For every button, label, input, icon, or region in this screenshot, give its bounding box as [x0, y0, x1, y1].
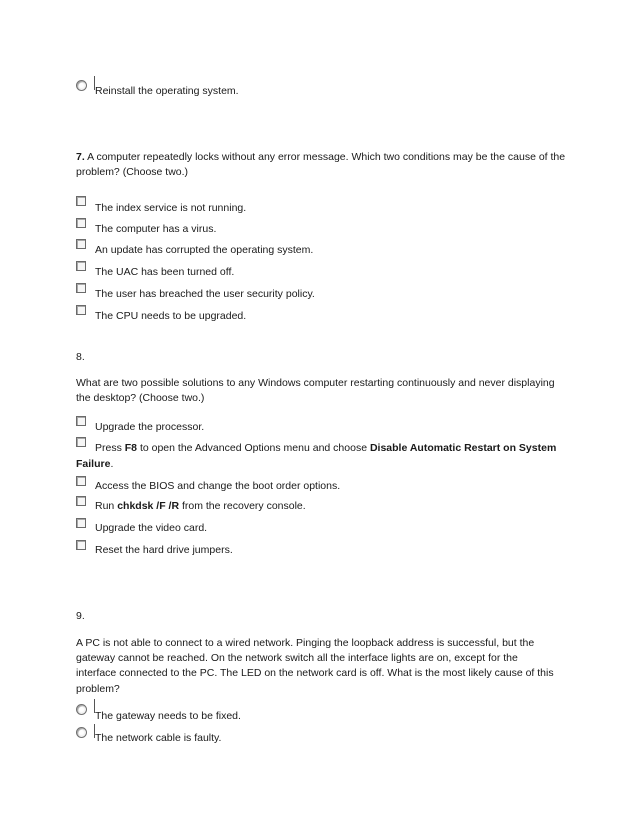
q7-option-2: The computer has a virus. — [95, 223, 217, 235]
question-8-number: 8. — [76, 351, 85, 363]
q9-option-2: The network cable is faulty. — [95, 732, 222, 744]
checkbox-icon[interactable] — [76, 305, 86, 315]
question-9-number: 9. — [76, 610, 85, 622]
checkbox-icon[interactable] — [76, 261, 86, 271]
q7-option-3: An update has corrupted the operating system. — [95, 244, 314, 256]
checkbox-icon[interactable] — [76, 283, 86, 293]
q8-option-3: Access the BIOS and change the boot order options. — [95, 480, 341, 492]
checkbox-icon[interactable] — [76, 218, 86, 228]
q7-option-5: The user has breached the user security policy. — [95, 288, 315, 300]
radio-button-icon[interactable] — [76, 727, 87, 738]
question-8-text: What are two possible solutions to any Windows computer restarting continuously and never displaying the desktop? (Choose two.) — [76, 377, 555, 405]
q7-option-6: The CPU needs to be upgraded. — [95, 310, 247, 322]
checkbox-icon[interactable] — [76, 196, 86, 206]
q9-option-1: The gateway needs to be fixed. — [95, 710, 241, 722]
q6-option-reinstall: Reinstall the operating system. — [95, 85, 239, 97]
q8-option-4: Run chkdsk /F /R from the recovery console. — [95, 500, 306, 512]
radio-button-icon[interactable] — [76, 704, 87, 715]
question-9-text: A PC is not able to connect to a wired network. Pinging the loopback address is successful, but the gateway cannot be reached. On the network switch all the interface lights are on, except for the interface connected to the PC. The LED on the network card is off. What is the most likely cause of this problem? — [76, 637, 554, 695]
checkbox-icon[interactable] — [76, 518, 86, 528]
checkbox-icon[interactable] — [76, 239, 86, 249]
q7-option-4: The UAC has been turned off. — [95, 266, 235, 278]
question-7-text: A computer repeatedly locks without any error message. Which two conditions may be the cause of the problem? (Choose two.) — [76, 151, 566, 179]
q8-option-6: Reset the hard drive jumpers. — [95, 544, 233, 556]
checkbox-icon[interactable] — [76, 496, 86, 506]
checkbox-icon[interactable] — [76, 476, 86, 486]
checkbox-icon[interactable] — [76, 540, 86, 550]
question-7 — [76, 150, 566, 180]
q8-option-2: Press F8 to open the Advanced Options menu and choose Disable Automatic Restart on System Failure. — [76, 442, 557, 470]
radio-button-icon[interactable] — [76, 80, 87, 91]
q8-option-5: Upgrade the video card. — [95, 522, 208, 534]
q8-option-1: Upgrade the processor. — [95, 421, 205, 433]
q7-option-1: The index service is not running. — [95, 202, 247, 214]
question-7-number: 7. — [76, 151, 85, 163]
checkbox-icon[interactable] — [76, 416, 86, 426]
